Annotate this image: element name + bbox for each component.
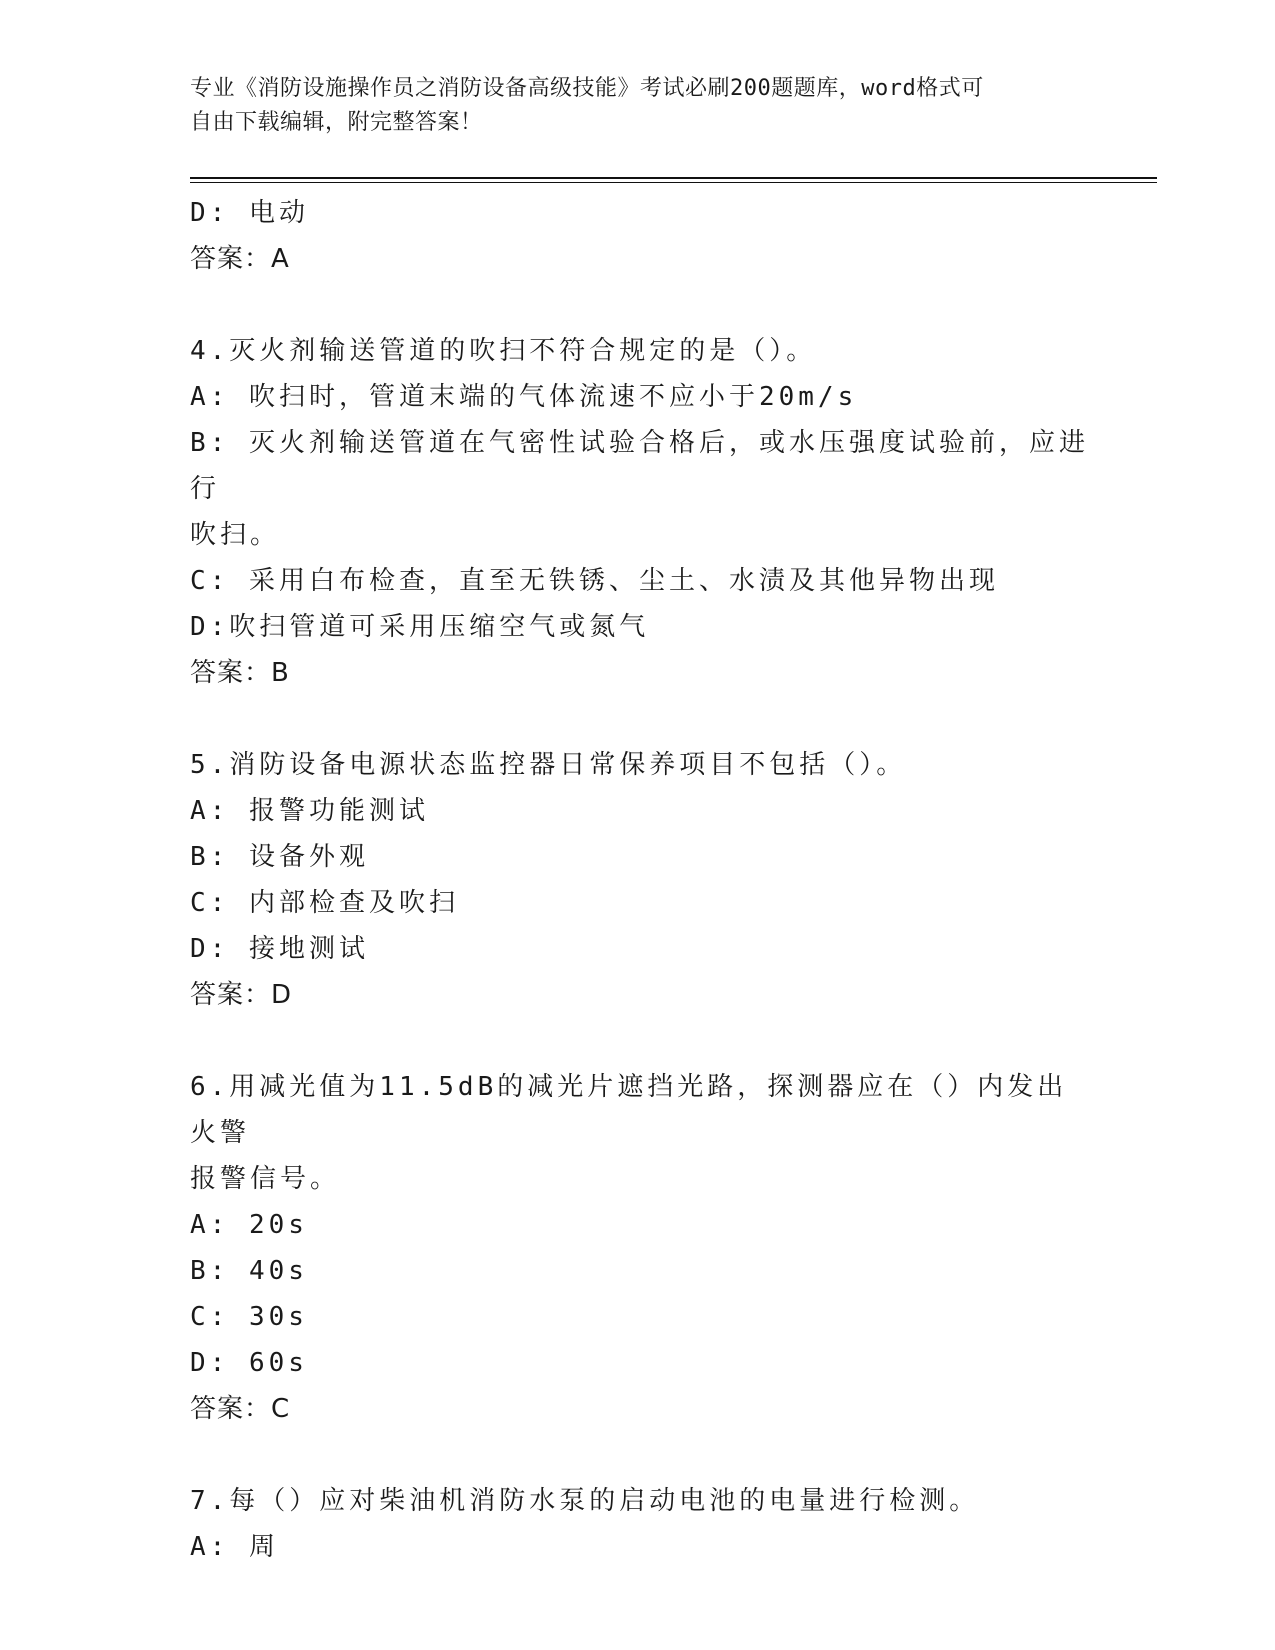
question-stem: 6.用减光值为11.5dB的减光片遮挡光路，探测器应在（）内发出火警 (190, 1072, 1068, 1148)
answer-line: 答案：D (190, 980, 293, 1010)
question-block-4 (190, 328, 1090, 696)
header-rule-bottom (190, 182, 1157, 183)
header-line-1: 专业《消防设施操作员之消防设备高级技能》考试必刷200题题库，word格式可 (190, 76, 984, 101)
option-line: B: 40s (190, 1256, 308, 1286)
header-rule-top (190, 177, 1157, 179)
option-line: B: 设备外观 (190, 842, 369, 872)
answer-line: 答案：B (190, 658, 290, 688)
question-block-3 (190, 190, 1090, 282)
option-line: 吹扫。 (190, 520, 281, 550)
option-line: D: 电动 (190, 198, 309, 228)
answer-line: 答案：C (190, 1394, 291, 1424)
option-line: C: 采用白布检查，直至无铁锈、尘土、水渍及其他异物出现 (190, 566, 999, 596)
answer-line: 答案：A (190, 244, 290, 274)
question-block-6 (190, 1064, 1090, 1432)
question-stem: 7.每（）应对柴油机消防水泵的启动电池的电量进行检测。 (190, 1486, 980, 1516)
question-content (190, 190, 1090, 1570)
question-block-5 (190, 742, 1090, 1018)
option-line: D: 接地测试 (190, 934, 369, 964)
option-line: C: 内部检查及吹扫 (190, 888, 459, 918)
option-line: A: 报警功能测试 (190, 796, 429, 826)
document-header (190, 72, 1090, 140)
option-line: A: 20s (190, 1210, 308, 1240)
option-line: D:吹扫管道可采用压缩空气或氮气 (190, 612, 650, 642)
option-line: A: 吹扫时，管道末端的气体流速不应小于20m/s (190, 382, 858, 412)
option-line: C: 30s (190, 1302, 308, 1332)
option-line: A: 周 (190, 1532, 279, 1562)
question-stem: 5.消防设备电源状态监控器日常保养项目不包括（）。 (190, 750, 907, 780)
question-stem: 4.灭火剂输送管道的吹扫不符合规定的是（）。 (190, 336, 817, 366)
question-stem-continued: 报警信号。 (190, 1164, 341, 1194)
header-line-2: 自由下载编辑，附完整答案！ (190, 110, 483, 135)
option-line: B: 灭火剂输送管道在气密性试验合格后，或水压强度试验前，应进行 (190, 428, 1089, 504)
option-line: D: 60s (190, 1348, 308, 1378)
question-block-7 (190, 1478, 1090, 1570)
